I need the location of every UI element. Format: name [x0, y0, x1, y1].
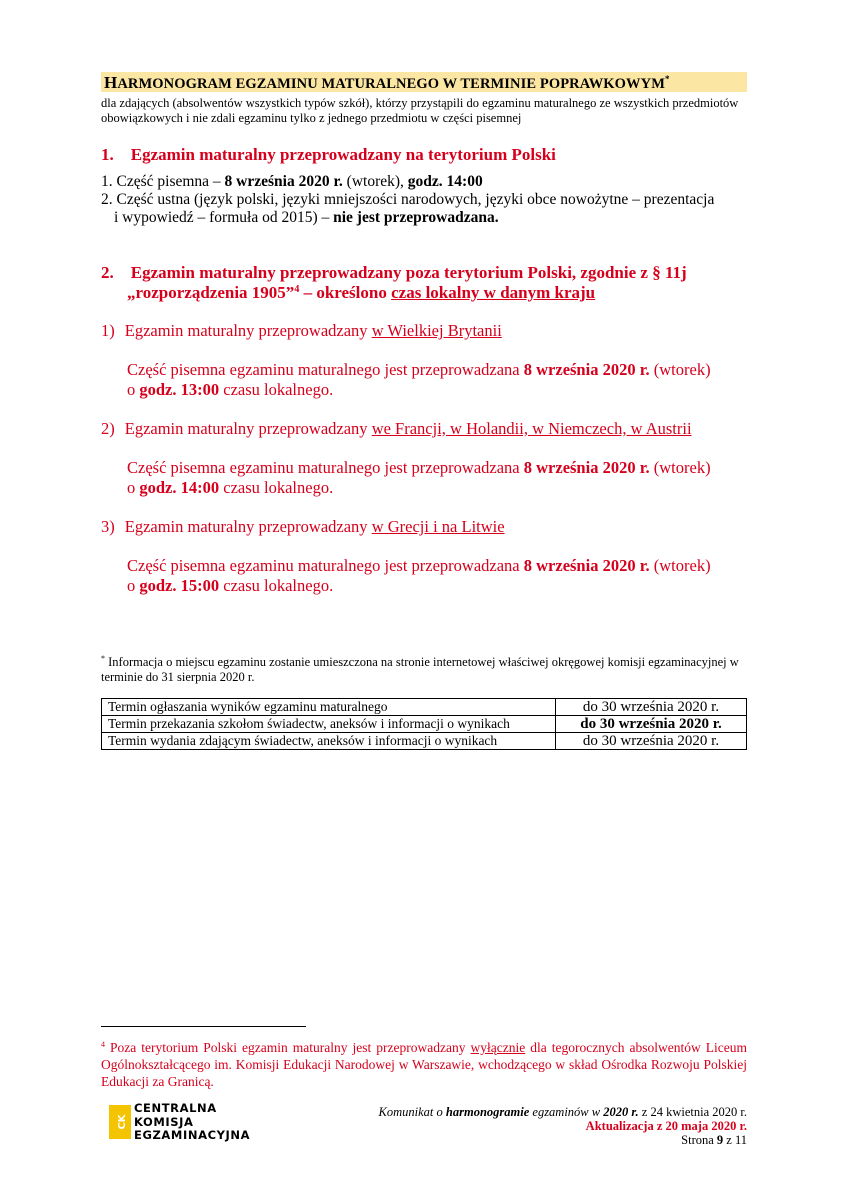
section1-heading: 1. Egzamin maturalny przeprowadzany na terytorium Polski [101, 145, 556, 164]
footer-update: Aktualizacja z 20 maja 2020 r. [585, 1119, 747, 1133]
location-note: * Informacja o miejscu egzaminu zostanie umieszczona na stronie internetowej właściwej okręgowej komisji egzaminacyjnej w terminie do 31 sierpnia 2020 r. [101, 654, 739, 684]
table-cell-label: Termin ogłaszania wyników egzaminu maturalnego [102, 699, 556, 716]
section1-item2-line1: 2. Część ustna (język polski, języki mniejszości narodowych, języki obce nowożytne – prezentacja [101, 191, 715, 208]
country-item-2: 2) Egzamin maturalny przeprowadzany we Francji, w Holandii, w Niemczech, w Austrii [101, 419, 692, 438]
section1-item2-line2: i wypowiedź – formuła od 2015) – nie jest przeprowadzana. [114, 209, 499, 226]
table-row [102, 716, 747, 733]
logo-text: CENTRALNA KOMISJA EGZAMINACYJNA [134, 1101, 251, 1142]
table-cell-label: Termin wydania zdającym świadectw, aneksów i informacji o wynikach [102, 733, 556, 750]
country-item-3-text: Część pisemna egzaminu maturalnego jest przeprowadzana 8 września 2020 r. (wtorek) o godz. 15:00 czasu lokalnego. [127, 556, 711, 595]
country-item-3: 3) Egzamin maturalny przeprowadzany w Grecji i na Litwie [101, 517, 505, 536]
table-cell-label: Termin przekazania szkołom świadectw, aneksów i informacji o wynikach [102, 716, 556, 733]
table-cell-value: do 30 września 2020 r. [556, 733, 747, 750]
table-cell-value: do 30 września 2020 r. [556, 699, 747, 716]
section2-heading-line1: 2. Egzamin maturalny przeprowadzany poza terytorium Polski, zgodnie z § 11j [101, 263, 687, 282]
section2-heading-line2: „rozporządzenia 1905”$^4$ – określono czas lokalny w danym kraju [127, 283, 596, 302]
table-cell-value: do 30 września 2020 r. [556, 716, 747, 733]
footer-line1: Komunikat o harmonogramie egzaminów w 2020 r. z 24 kwietnia 2020 r. [378, 1105, 747, 1119]
page-subtitle: dla zdających (absolwentów wszystkich typów szkół), którzy przystąpili do egzaminu maturalnego ze wszystkich przedmiotów obowiązkowych i nie zdali egzaminu tylko z jednego przedmiotu w części pisemnej [101, 96, 739, 125]
country-item-1-text: Część pisemna egzaminu maturalnego jest przeprowadzana 8 września 2020 r. (wtorek) o godz. 13:00 czasu lokalnego. [127, 360, 711, 399]
footnote-4: $^4$ Poza terytorium Polski egzamin maturalny jest przeprowadzany wyłącznie dla tegorocznych absolwentów Liceum Ogólnokształcącego im. Komisji Edukacji Narodowej w Warszawie, wchodzącego w skład Ośrodka Rozwoju Polskiej Edukacji za Granicą. [101, 1040, 747, 1089]
country-item-2-text: Część pisemna egzaminu maturalnego jest przeprowadzana 8 września 2020 r. (wtorek) o godz. 14:00 czasu lokalnego. [127, 458, 711, 497]
table-row [102, 699, 747, 716]
page-title: HARMONOGRAM EGZAMINU MATURALNEGO W TERMINIE POPRAWKOWYM* [104, 73, 670, 92]
section1-item1: 1. Część pisemna – 8 września 2020 r. (wtorek), godz. 14:00 [101, 173, 483, 190]
footer-info [379, 1105, 747, 1147]
table-row [102, 733, 747, 750]
cke-logo-icon [109, 1105, 131, 1139]
logo-mark: CK [117, 1114, 128, 1130]
country-item-1: 1) Egzamin maturalny przeprowadzany w Wielkiej Brytanii [101, 321, 502, 340]
results-table [101, 698, 747, 750]
footnote-divider [101, 1026, 306, 1027]
page-number: Strona 9 z 11 [681, 1133, 747, 1147]
